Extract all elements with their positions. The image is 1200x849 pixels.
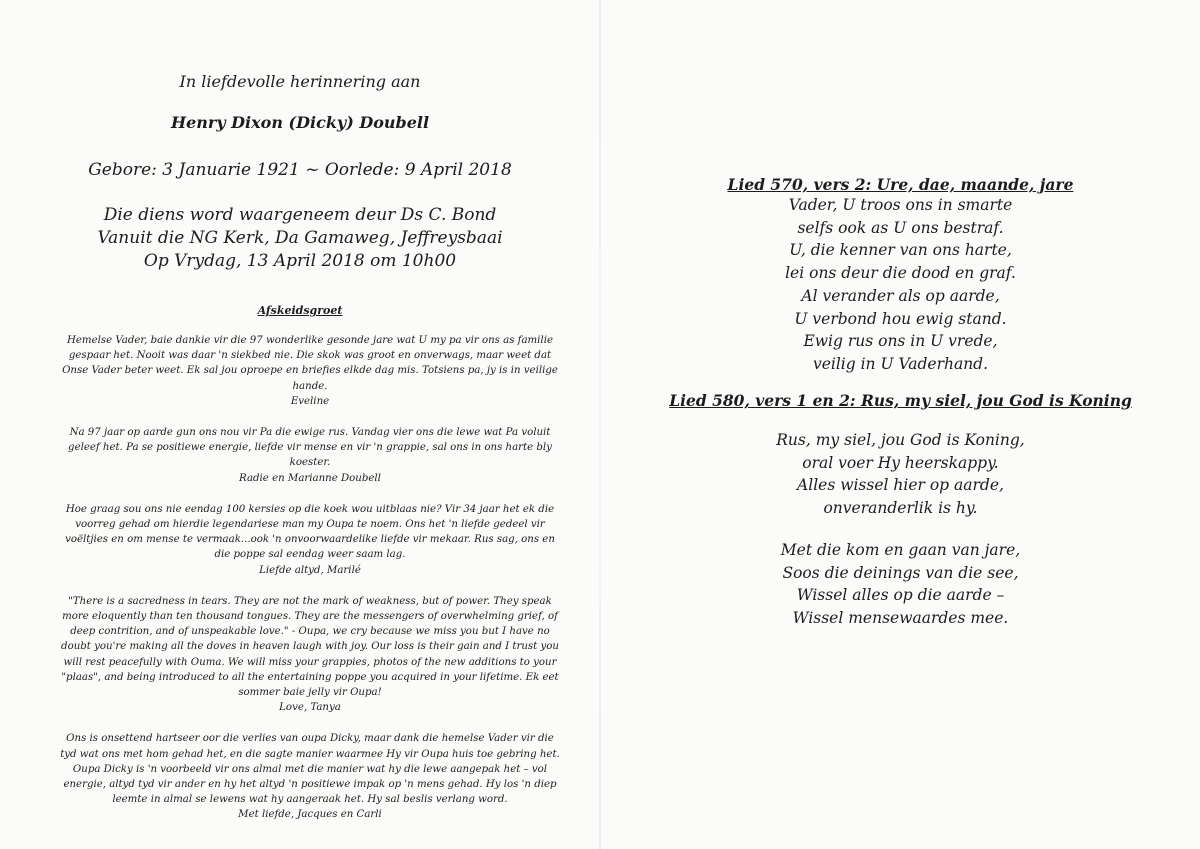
tribute-signature: Eveline [290, 395, 330, 407]
verse-line: oral voer Hy heerskappy. [802, 453, 999, 472]
tribute-signature: Radie en Marianne Doubell [239, 472, 381, 484]
hymn-570 [601, 175, 1200, 376]
tribute-signature: Love, Tanya [279, 702, 341, 714]
verse-line: Vader, U troos ons in smarte [788, 196, 1013, 214]
verse-line: Wissel alles op die aarde – [796, 586, 1005, 605]
farewell-heading: Afskeidsgroet [257, 304, 343, 317]
right-panel [601, 0, 1200, 849]
tribute-item [60, 333, 560, 409]
verse-line: veilig in U Vaderhand. [812, 354, 989, 373]
service-line-datetime: Op Vrydag, 13 April 2018 om 10h00 [143, 251, 457, 271]
hymn-570-verse [601, 194, 1200, 376]
tribute-text: Ons is onsettend hartseer oor die verlies van oupa Dicky, maar dank die hemelse Vader vir die tyd wat ons met hom gehad het, en die sagte manier waarmee Hy vir Oupa huis toe gebring het. Oupa Dicky is 'n voorbeeld vir ons almal met die manier wat hy die lewe aangepak het – vol energie, altyd tyd vir ander en hy het altyd 'n positiewe impak op 'n mens gehad. Hy los 'n diep leemte in almal se lewens wat hy aangeraak het. Hy sal beslis verlang word. [60, 733, 560, 806]
hymn-580 [601, 391, 1200, 630]
tribute-signature: Met liefde, Jacques en Carli [238, 809, 382, 821]
verse-line: Wissel mensewaardes mee. [792, 608, 1009, 627]
verse-line: Met die kom en gaan van jare, [780, 540, 1021, 559]
hymn-580-verse-2 [601, 539, 1200, 630]
hymn-580-verse-1 [601, 429, 1200, 520]
service-line-venue: Vanuit die NG Kerk, Da Gamaweg, Jeffreysbaai [97, 228, 503, 248]
tribute-text: Na 97 jaar op aarde gun ons nou vir Pa die ewige rus. Vandag vier ons die lewe wat Pa voluit geleef het. Pa se positiewe energie, liefde vir mense en vir 'n grappie, sal ons in ons harte bly koester. [68, 427, 552, 469]
verse-line: onveranderlik is hy. [823, 499, 978, 518]
life-dates: Gebore: 3 Januarie 1921 ~ Oorlede: 9 April 2018 [88, 160, 512, 180]
tribute-item [60, 594, 560, 716]
verse-line: Soos die deinings van die see, [782, 563, 1019, 582]
service-details [0, 204, 600, 273]
tribute-item [60, 425, 560, 486]
tributes-list [60, 333, 560, 839]
tribute-text: Hoe graag sou ons nie eendag 100 kersies op die koek wou uitblaas nie? Vir 34 jaar het ek die voorreg gehad om hierdie legendariese man my Oupa te noem. Ons het 'n liefde gedeel vir voëltjies en om mense te vermaak...ook 'n onvoorwaardelike liefde vir mekaar. Rus sag, ons en die poppe sal eendag weer saam lag. [65, 503, 555, 561]
deceased-name: Henry Dixon (Dicky) Doubell [170, 113, 430, 132]
verse-line: Al verander als op aarde, [801, 286, 1000, 305]
verse-line: U, die kenner van ons harte, [789, 241, 1012, 260]
verse-line: Alles wissel hier op aarde, [797, 476, 1004, 495]
verse-line: Rus, my siel, jou God is Koning, [776, 431, 1025, 449]
verse-line: U verbond hou ewig stand. [794, 309, 1007, 328]
service-line-officiant: Die diens word waargeneem deur Ds C. Bond [103, 205, 497, 225]
tribute-text: Hemelse Vader, baie dankie vir die 97 wonderlike gesonde jare wat U my pa vir ons as familie gespaar het. Nooit was daar 'n siekbed nie. Die skok was groot en onverwags, maar weet dat Onse Vader beter weet. Ek sal jou oproepe en briefies elkde dag mis. Totsiens pa, jy is in veilige hande. [62, 335, 558, 392]
intro-line: In liefdevolle herinnering aan [179, 72, 421, 91]
tribute-text: "There is a sacredness in tears. They are not the mark of weakness, but of power. They speak more eloquently than ten thousand tongues. They are the messengers of overwhelming grief, of deep contrition, and of unspeakable love." - Oupa, we cry because we miss you but I have no doubt you're making all the doves in heaven laugh with joy. Our loss is their gain and I trust you will rest peacefully with Ouma. We will miss your grappies, photos of the new additions to your "plaas", and being introduced to all the entertaining poppe you acquired in your lifetime. Ek eet sommer baie jelly vir Oupa! [61, 595, 559, 699]
verse-line: lei ons deur die dood en graf. [785, 264, 1016, 283]
tribute-signature: Liefde altyd, Marilé [259, 564, 361, 576]
verse-line: Ewig rus ons in U vrede, [803, 332, 998, 351]
hymn-580-title: Lied 580, vers 1 en 2: Rus, my siel, jou God is Koning [669, 391, 1132, 410]
verse-line: selfs ook as U ons bestraf. [797, 218, 1004, 237]
hymn-570-title: Lied 570, vers 2: Ure, dae, maande, jare [727, 175, 1074, 194]
tribute-item [60, 502, 560, 578]
tribute-item [60, 731, 560, 822]
